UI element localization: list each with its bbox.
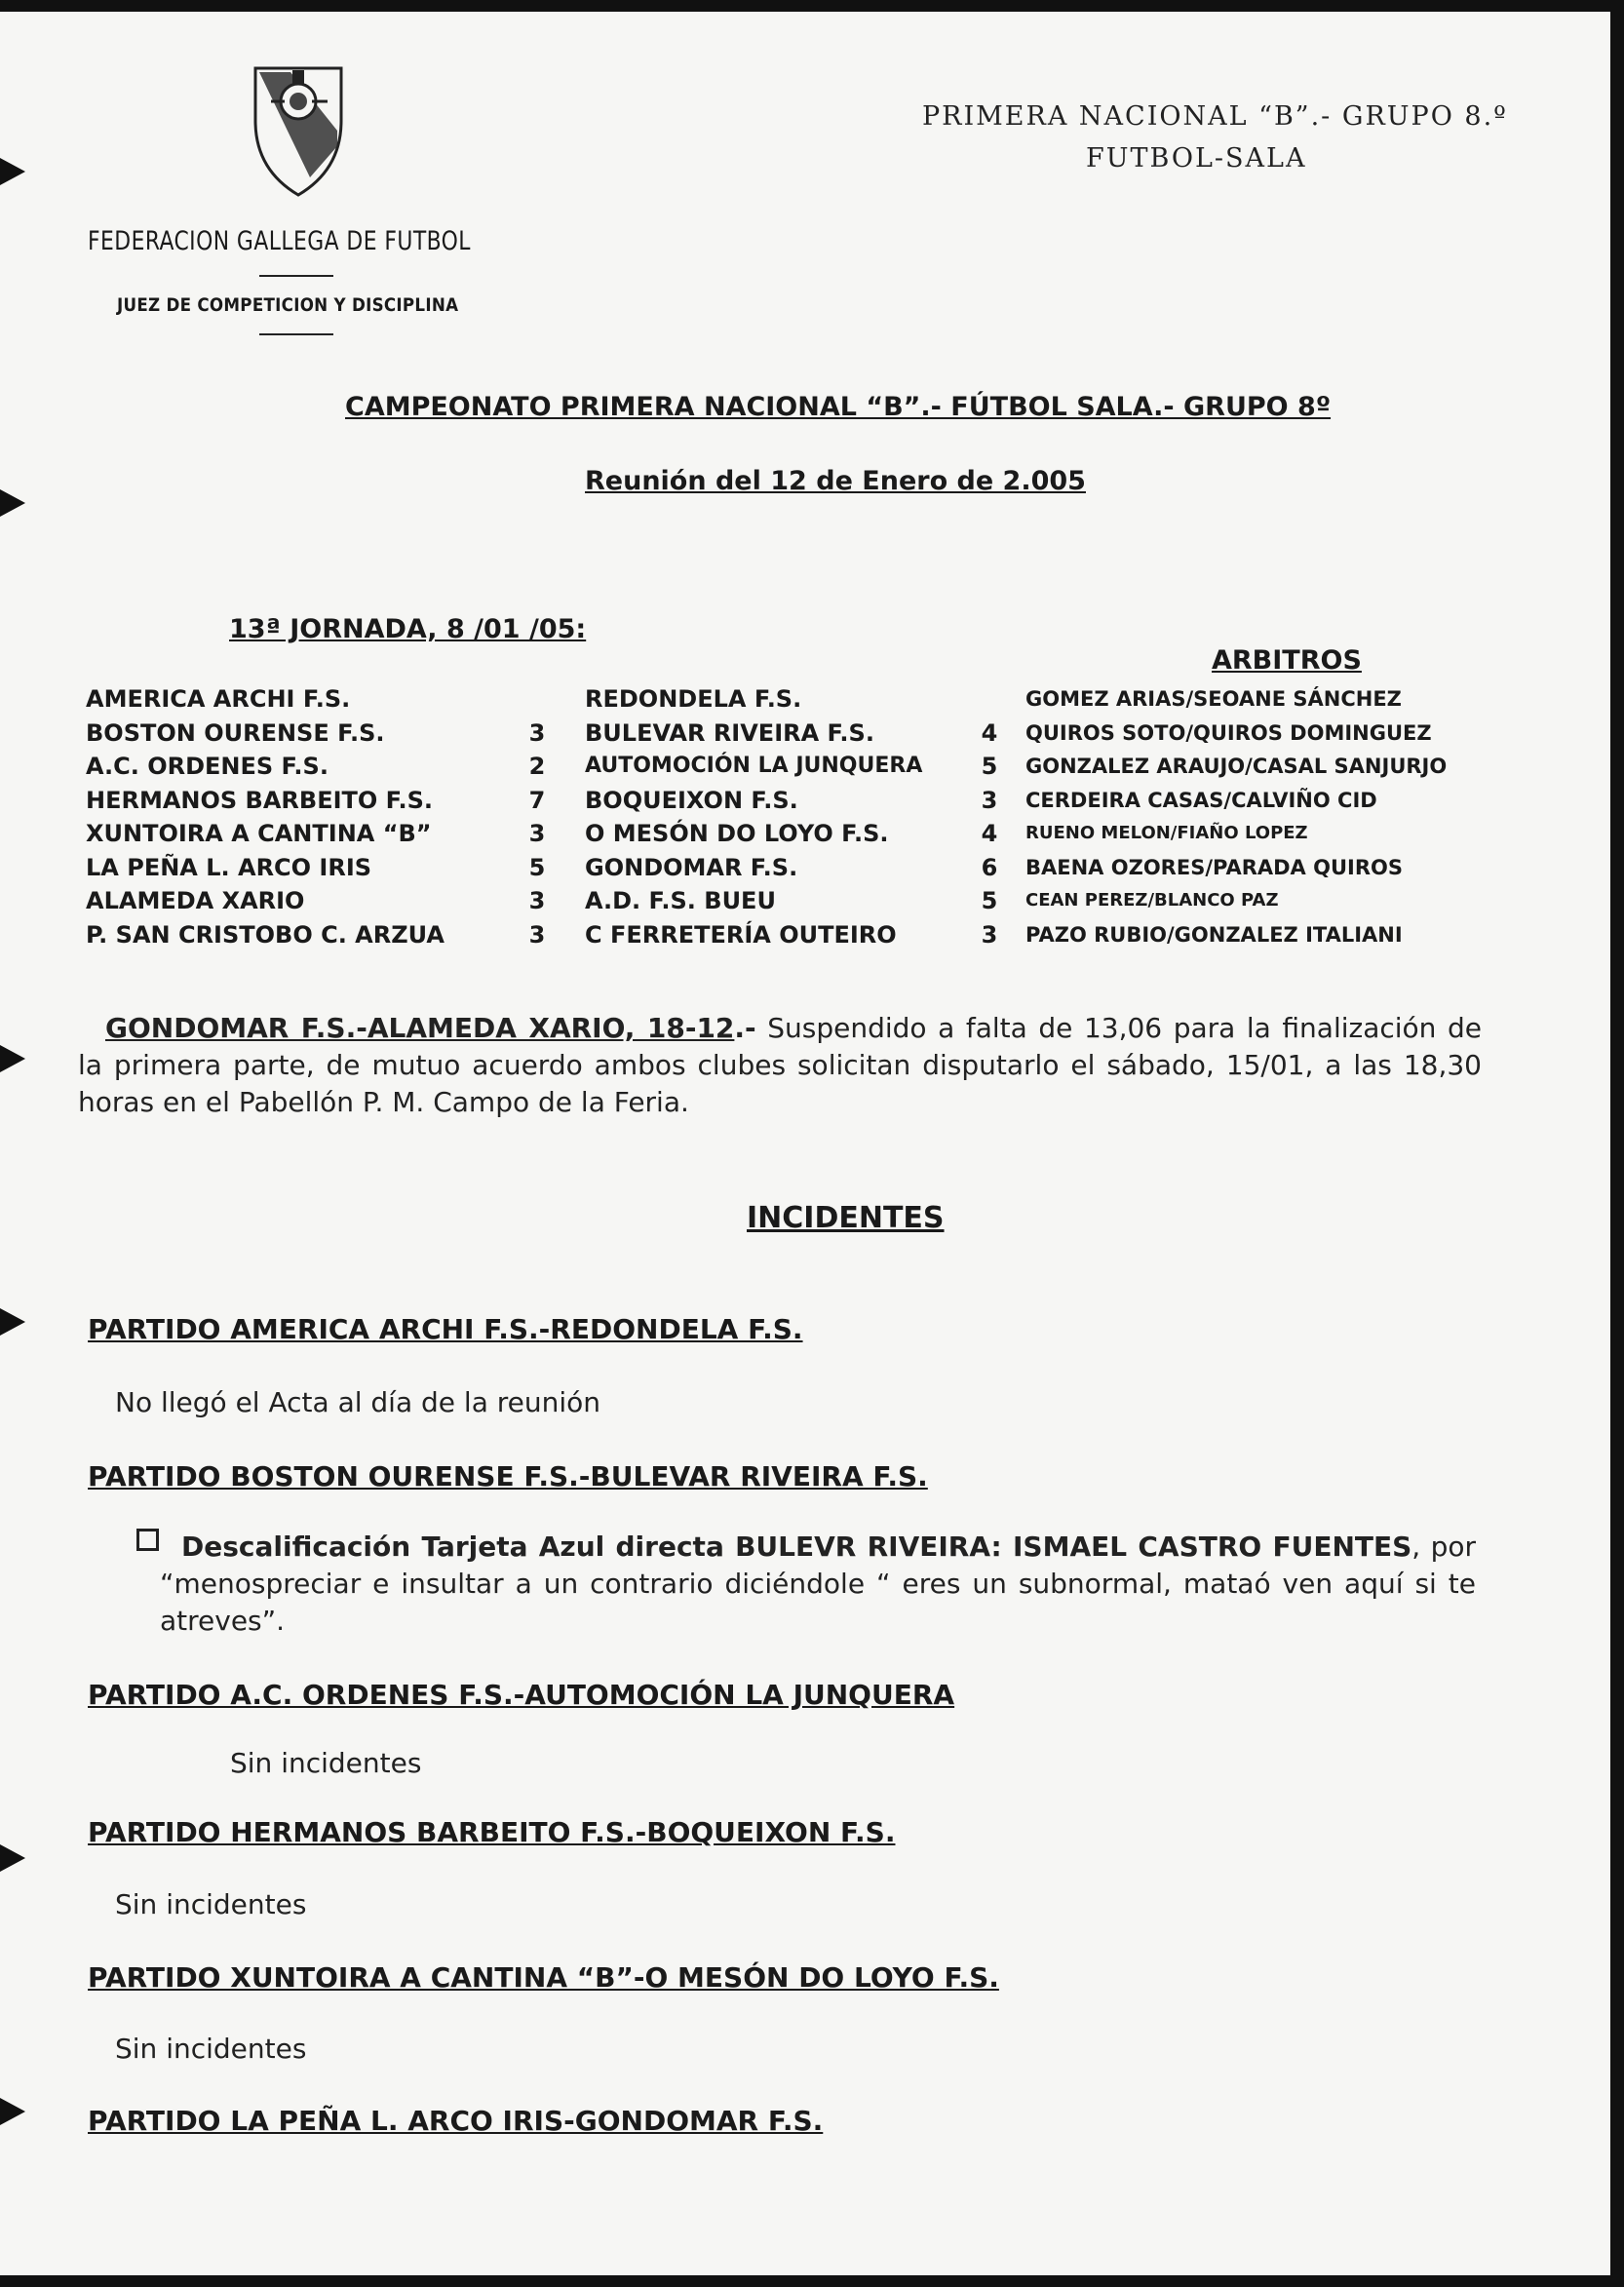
home-team: LA PEÑA L. ARCO IRIS: [86, 853, 372, 881]
referees: BAENA OZORES/PARADA QUIROS: [1025, 855, 1403, 879]
referees: CEAN PEREZ/BLANCO PAZ: [1025, 890, 1279, 911]
away-score: 3: [981, 920, 998, 949]
judge-title: JUEZ DE COMPETICION Y DISCIPLINA: [117, 294, 459, 316]
away-team: REDONDELA F.S.: [585, 685, 802, 713]
home-score: 3: [528, 718, 546, 747]
sport-heading: FUTBOL-SALA: [1086, 143, 1307, 174]
home-score: 3: [528, 820, 546, 847]
away-team: AUTOMOCIÓN LA JUNQUERA: [585, 754, 923, 778]
incident-text: Sin incidentes: [115, 2033, 307, 2065]
incident-section-title: PARTIDO AMERICA ARCHI F.S.-REDONDELA F.S.: [88, 1313, 803, 1345]
incident-section-title: PARTIDO A.C. ORDENES F.S.-AUTOMOCIÓN LA JUNQUERA: [88, 1679, 955, 1711]
away-score: 5: [981, 753, 998, 780]
incident-section-title: PARTIDO BOSTON OURENSE F.S.-BULEVAR RIVEIRA F.S.: [88, 1460, 928, 1492]
away-team: GONDOMAR F.S.: [585, 853, 798, 881]
incident-text: Sin incidentes: [230, 1747, 422, 1779]
scan-edge-notch: [0, 1308, 25, 1336]
home-team: A.C. ORDENES F.S.: [86, 753, 329, 780]
away-teams-column: [585, 682, 922, 951]
home-teams-column: [86, 682, 445, 951]
away-score: [979, 682, 1000, 717]
away-team: O MESÓN DO LOYO F.S.: [585, 820, 889, 847]
home-team: BOSTON OURENSE F.S.: [86, 718, 385, 747]
round-heading: 13ª JORNADA, 8 /01 /05:: [229, 614, 587, 644]
away-team: C FERRETERÍA OUTEIRO: [585, 920, 897, 949]
suspension-note: [78, 1010, 1482, 1121]
referees: GOMEZ ARIAS/SEOANE SÁNCHEZ: [1025, 687, 1402, 711]
referees: PAZO RUBIO/GONZALEZ ITALIANI: [1025, 922, 1403, 947]
checkbox-bullet-icon: [136, 1529, 159, 1551]
scan-edge-notch: [0, 158, 25, 185]
away-score: 3: [981, 786, 998, 814]
away-team: BULEVAR RIVEIRA F.S.: [585, 718, 874, 747]
referees: RUENO MELON/FIAÑO LOPEZ: [1025, 823, 1308, 843]
incident-section-title: PARTIDO HERMANOS BARBEITO F.S.-BOQUEIXON F.S.: [88, 1816, 896, 1848]
scan-edge-notch: [0, 1844, 25, 1872]
referees: QUIROS SOTO/QUIROS DOMINGUEZ: [1025, 720, 1432, 745]
home-score: 7: [528, 786, 546, 814]
home-team: XUNTOIRA A CANTINA “B”: [86, 820, 432, 847]
home-team: HERMANOS BARBEITO F.S.: [86, 786, 434, 814]
divider: [259, 275, 333, 277]
home-team: AMERICA ARCHI F.S.: [86, 685, 351, 713]
incident-text: No llegó el Acta al día de la reunión: [115, 1386, 601, 1418]
home-score: 3: [528, 887, 546, 914]
home-scores-column: [526, 682, 548, 951]
away-score: 4: [981, 718, 998, 747]
home-team: P. SAN CRISTOBO C. ARZUA: [86, 920, 445, 949]
away-score: 4: [981, 820, 998, 847]
incidents-title: INCIDENTES: [747, 1201, 945, 1235]
federation-crest-icon: [251, 62, 345, 199]
sanction-text: , por “menospreciar e insultar a un contrario diciéndole “ eres un subnormal, mataó ven aquí si te atreves”.: [160, 1531, 1477, 1637]
suspension-text: Suspendido a falta de 13,06 para la finalización de la primera parte, de mutuo acuerdo ambos clubes solicitan disputarlo el sábado, 15/01, a las 18,30 horas en el Pabellón P. M. Campo de la Feria.: [78, 1012, 1482, 1118]
scan-edge-notch: [0, 1045, 25, 1072]
scan-edge-notch: [0, 2098, 25, 2125]
away-team: BOQUEIXON F.S.: [585, 786, 798, 814]
divider: [259, 333, 333, 335]
federation-name: FEDERACION GALLEGA DE FUTBOL: [88, 226, 471, 256]
sanction-description: [160, 1529, 1476, 1640]
away-team: A.D. F.S. BUEU: [585, 887, 776, 914]
division-heading: PRIMERA NACIONAL “B”.- GRUPO 8.º: [922, 101, 1508, 132]
suspension-match: GONDOMAR F.S.-ALAMEDA XARIO, 18-12: [105, 1012, 735, 1044]
scan-edge-notch: [0, 489, 25, 517]
suspension-dash: .-: [734, 1012, 756, 1044]
document-page: [0, 12, 1610, 2275]
away-score: 6: [981, 853, 998, 881]
sanction-bold: Descalificación Tarjeta Azul directa BULEVR RIVEIRA: ISMAEL CASTRO FUENTES: [181, 1531, 1412, 1563]
home-score: 5: [528, 853, 546, 881]
meeting-date: Reunión del 12 de Enero de 2.005: [585, 466, 1086, 496]
home-score: 2: [528, 753, 546, 780]
away-scores-column: [979, 682, 1000, 951]
incident-text: Sin incidentes: [115, 1888, 307, 1920]
away-score: 5: [981, 887, 998, 914]
referees: CERDEIRA CASAS/CALVIÑO CID: [1025, 788, 1377, 812]
incident-section-title: PARTIDO XUNTOIRA A CANTINA “B”-O MESÓN DO LOYO F.S.: [88, 1961, 999, 1994]
referees-column: [1025, 682, 1447, 951]
home-score: 3: [528, 920, 546, 949]
incident-section-title: PARTIDO LA PEÑA L. ARCO IRIS-GONDOMAR F.S.: [88, 2105, 824, 2137]
referees: GONZALEZ ARAUJO/CASAL SANJURJO: [1025, 755, 1448, 778]
home-score: [526, 682, 548, 717]
referees-header: ARBITROS: [1212, 645, 1362, 676]
championship-title: CAMPEONATO PRIMERA NACIONAL “B”.- FÚTBOL SALA.- GRUPO 8º: [345, 392, 1332, 422]
home-team: ALAMEDA XARIO: [86, 887, 305, 914]
